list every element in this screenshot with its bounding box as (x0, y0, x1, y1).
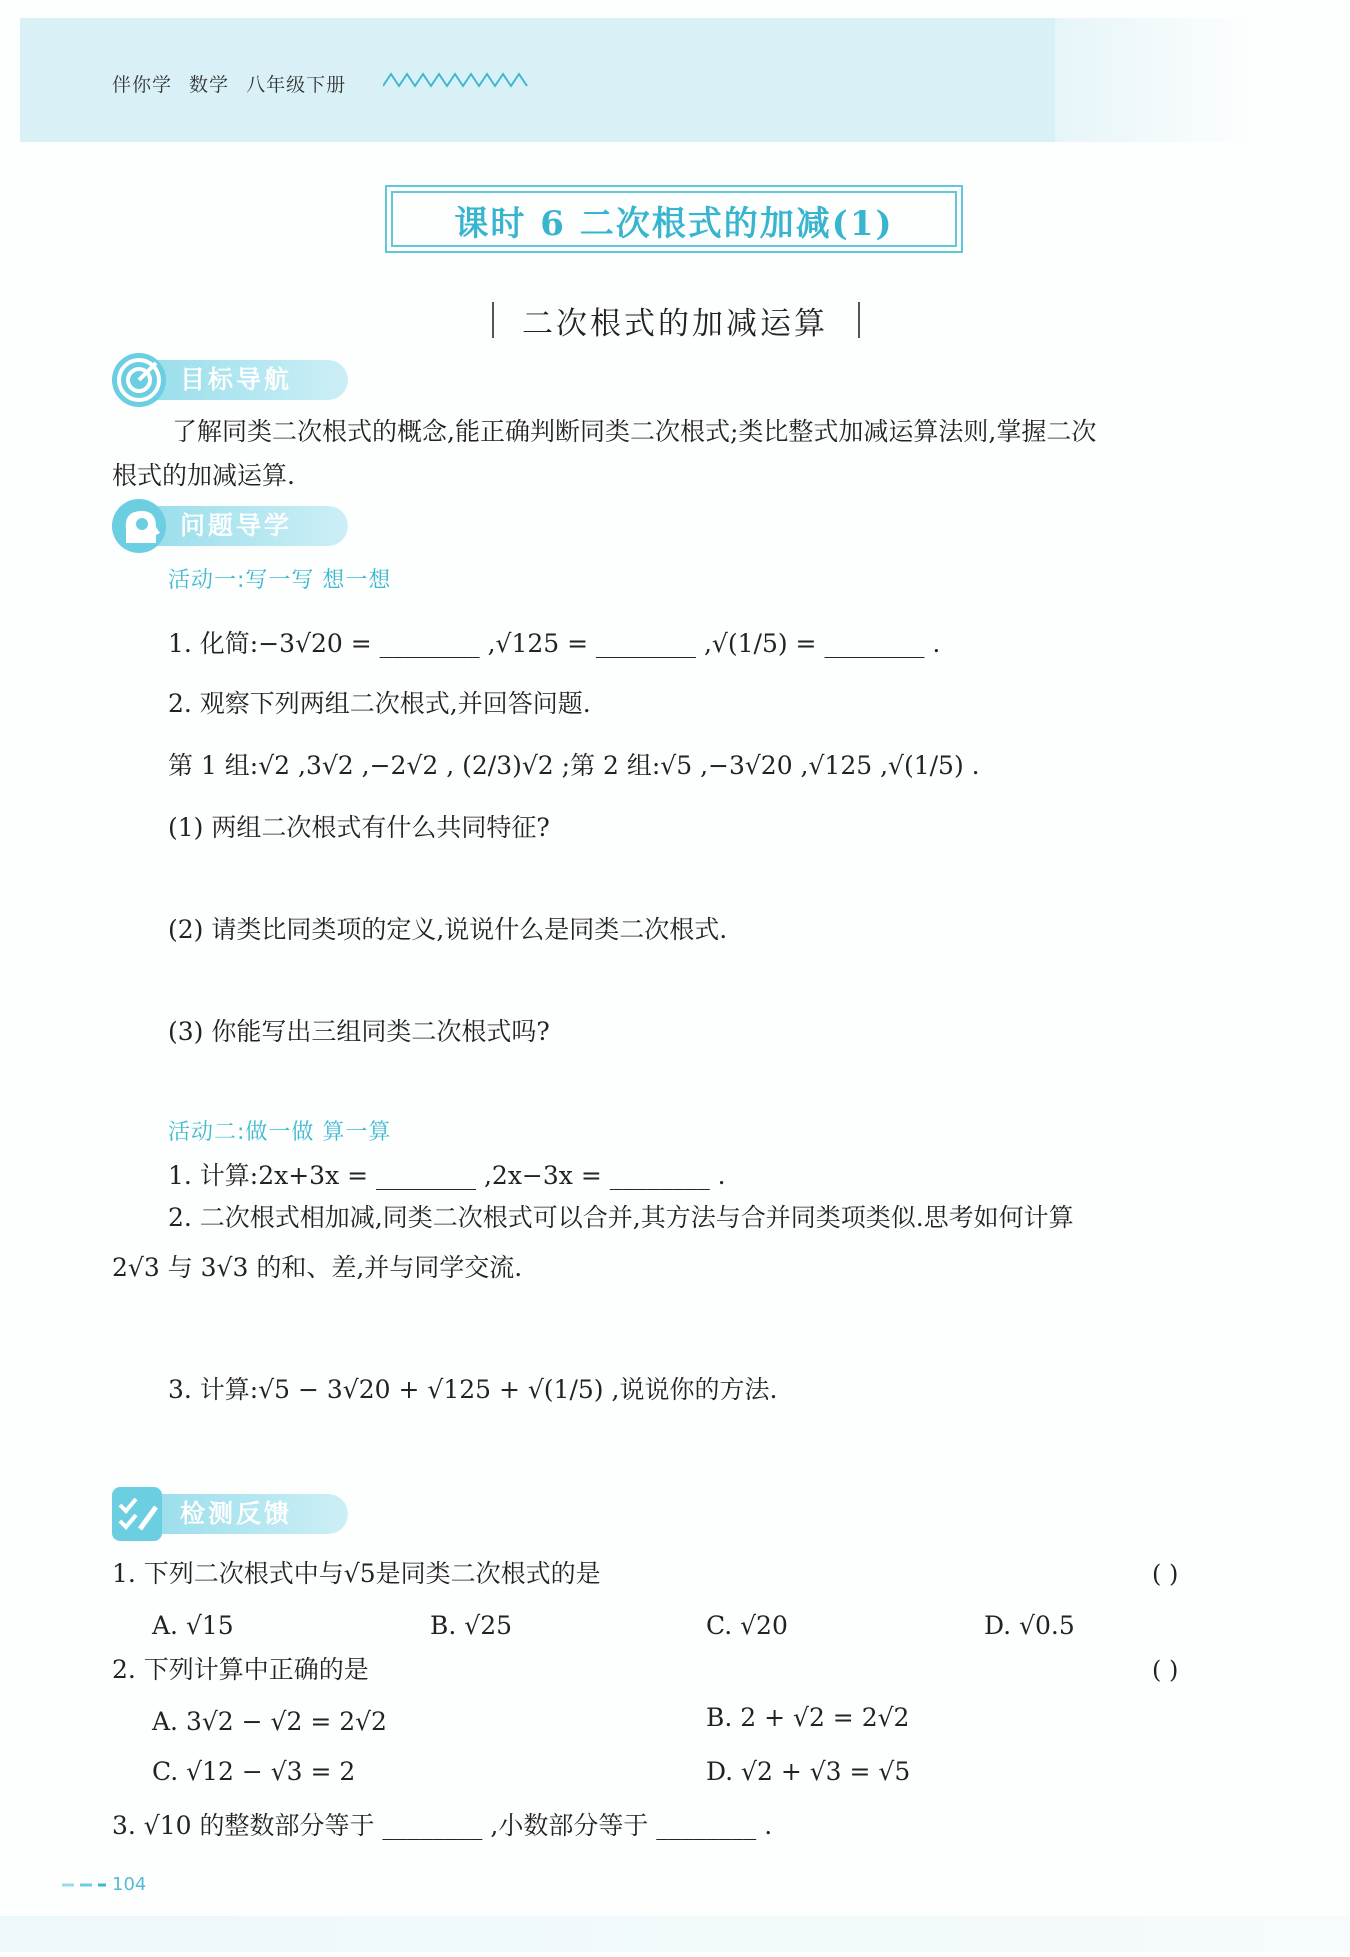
check-q2: 2. 下列计算中正确的是 (112, 1655, 369, 1684)
header-fade (1055, 18, 1255, 142)
page-number-dots (62, 1883, 106, 1887)
book-header: 伴你学 数学 八年级下册 (112, 74, 347, 96)
check-q3: 3. √10 的整数部分等于 ________ ,小数部分等于 ________ . (112, 1811, 773, 1840)
activity2-q2-line1: 2. 二次根式相加减,同类二次根式可以合并,其方法与合并同类项类似.思考如何计算 (168, 1203, 1074, 1232)
check-q2-option-b: B. 2 + √2 = 2√2 (706, 1703, 910, 1732)
goal-tag-label: 目标导航 (180, 365, 293, 394)
guide-tag-label: 问题导学 (180, 511, 293, 540)
footer-band (0, 1916, 1350, 1952)
goal-text-line1: 了解同类二次根式的概念,能正确判断同类二次根式;类比整式加减运算法则,掌握二次 (172, 417, 1097, 446)
activity1-q2: 2. 观察下列两组二次根式,并回答问题. (168, 689, 591, 718)
goal-text-line2: 根式的加减运算. (112, 461, 295, 490)
activity2-title: 活动二:做一做 算一算 (168, 1120, 392, 1145)
checklist-icon (112, 1487, 162, 1541)
subtitle-bar-right (858, 302, 860, 338)
page-number: 104 (112, 1874, 147, 1895)
zigzag-decoration (383, 72, 529, 88)
check-q1-option-a: A. √15 (152, 1611, 234, 1640)
lesson-title: 课时 6 二次根式的加减(1) (454, 204, 894, 244)
activity1-sub2: (2) 请类比同类项的定义,说说什么是同类二次根式. (168, 915, 728, 944)
check-q2-option-d: D. √2 + √3 = √5 (706, 1757, 911, 1786)
check-q2-answer-paren: ( ) (1152, 1656, 1179, 1684)
check-tag-label: 检测反馈 (180, 1499, 293, 1528)
check-q1-option-c: C. √20 (706, 1611, 788, 1640)
check-q1: 1. 下列二次根式中与√5是同类二次根式的是 (112, 1559, 601, 1588)
header-arrow (960, 18, 1060, 142)
head-gear-icon (112, 499, 166, 553)
target-icon (112, 353, 166, 407)
activity2-q3: 3. 计算:√5 − 3√20 + √125 + √(1/5) ,说说你的方法. (168, 1375, 778, 1404)
check-q2-option-a: A. 3√2 − √2 = 2√2 (152, 1707, 387, 1736)
activity2-q2-line2: 2√3 与 3√3 的和、差,并与同学交流. (112, 1253, 523, 1282)
activity2-q1: 1. 计算:2x+3x = ________ ,2x−3x = ________ . (168, 1161, 726, 1190)
activity1-groups: 第 1 组:√2 ,3√2 ,−2√2 , (2/3)√2 ;第 2 组:√5 ,−3√20 ,√125 ,√(1/5) . (168, 751, 980, 780)
activity1-title: 活动一:写一写 想一想 (168, 568, 392, 593)
check-q2-option-c: C. √12 − √3 = 2 (152, 1757, 356, 1786)
activity1-q1: 1. 化简:−3√20 = ________ ,√125 = ________ ,√(1/5) = ________ . (168, 629, 941, 658)
activity1-sub1: (1) 两组二次根式有什么共同特征? (168, 813, 550, 842)
check-q1-answer-paren: ( ) (1152, 1560, 1179, 1588)
check-q1-option-b: B. √25 (430, 1611, 513, 1640)
section-subtitle: 二次根式的加减运算 (522, 306, 828, 342)
activity1-sub3: (3) 你能写出三组同类二次根式吗? (168, 1017, 550, 1046)
check-q1-option-d: D. √0.5 (984, 1611, 1075, 1640)
